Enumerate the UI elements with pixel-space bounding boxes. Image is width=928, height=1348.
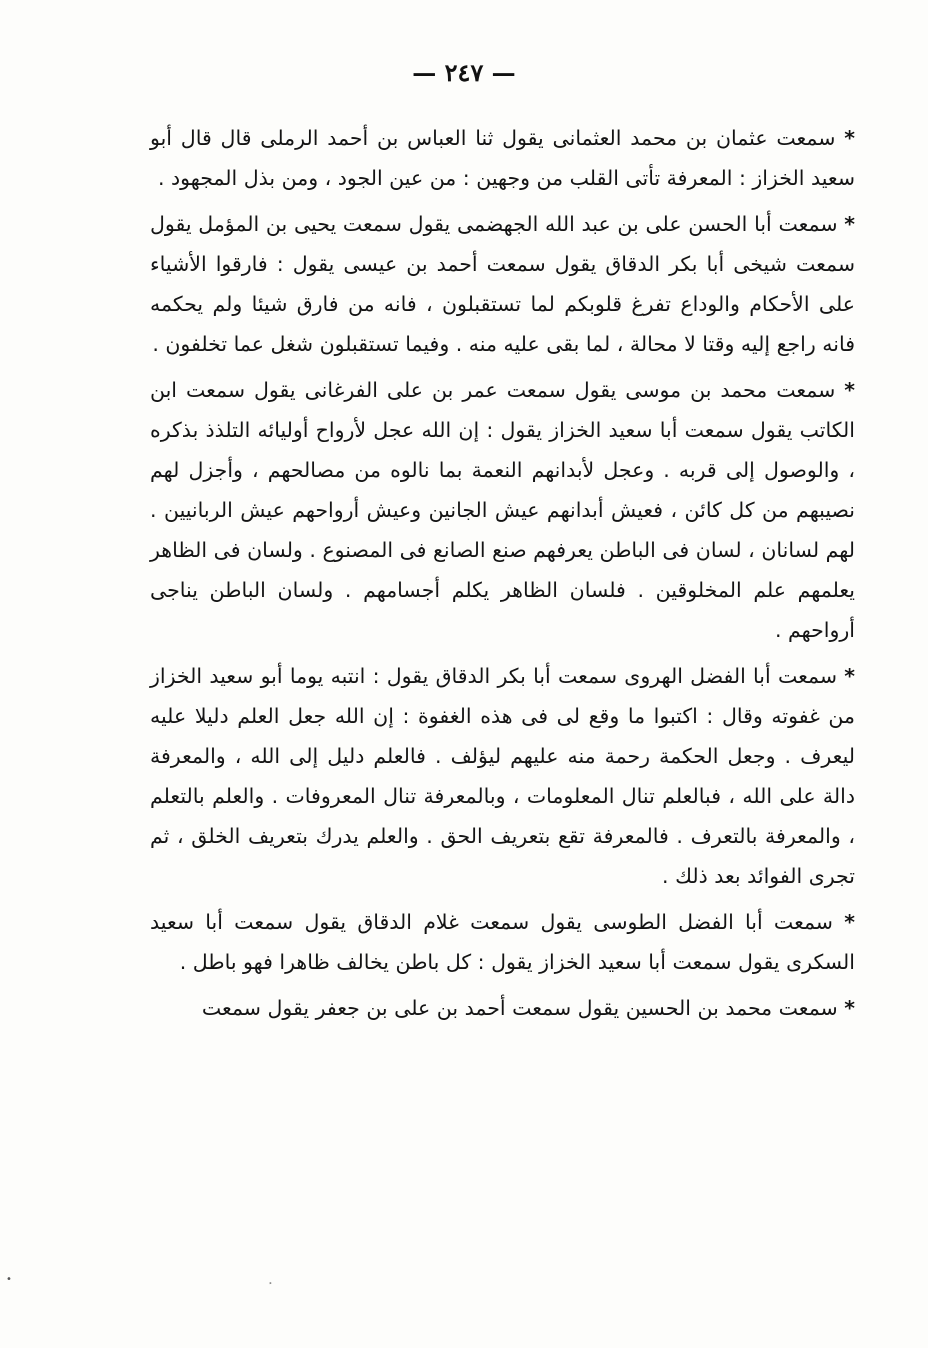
paragraph	[150, 204, 855, 364]
paragraph-text: سمعت محمد بن موسى يقول سمعت عمر بن على الفرغانى يقول سمعت ابن الكاتب يقول سمعت أبا سعيد الخزاز يقول : إن الله عجل لأرواح أوليائه التلذذ بذكره ، والوصول إلى قربه . وعجل لأبدانهم النعمة بما نالوه من مصالحهم ، وأجزل لهم نصيبهم من كل كائن ، فعيش أبدانهم عيش الجانين وعيش أرواحهم عيش الربانيين . لهم لسانان ، لسان فى الباطن يعرفهم صنع الصانع فى المصنوع . ولسان فى الظاهر يعلمهم علم المخلوقين . فلسان الظاهر يكلم أجسامهم . ولسان الباطن يناجى أرواحهم .	[150, 378, 855, 642]
page-number: — ٢٤٧ —	[412, 58, 516, 87]
paragraph-star: *	[844, 212, 855, 236]
paragraph-text: سمعت عثمان بن محمد العثمانى يقول ثنا العباس بن أحمد الرملى قال قال أبو سعيد الخزاز : المعرفة تأتى القلب من وجهين : من عين الجود ، ومن بذل المجهود .	[150, 126, 855, 190]
paragraph	[150, 118, 855, 198]
paragraph-star: *	[844, 910, 855, 934]
paragraph-star: *	[844, 378, 855, 402]
scan-speck: •	[6, 1274, 12, 1285]
paragraph	[150, 902, 855, 982]
paragraph-star: *	[844, 996, 855, 1020]
paragraph-text: سمعت أبا الفضل الهروى سمعت أبا بكر الدقاق يقول : انتبه يوما أبو سعيد الخزاز من غفوته وقال : اكتبوا ما وقع لى فى هذه الغفوة : إن الله جعل العلم دليلا عليه ليعرف . وجعل الحكمة رحمة منه عليهم ليؤلف . فالعلم دليل إلى الله ، والمعرفة دالة على الله ، فبالعلم تنال المعلومات ، وبالمعرفة تنال المعروفات . والعلم بالتعلم ، والمعرفة بالتعرف . فالمعرفة تقع بتعريف الحق . والعلم يدرك بتعريف الخلق ، ثم تجرى الفوائد بعد ذلك .	[150, 664, 855, 888]
paragraph-text: سمعت أبا الفضل الطوسى يقول سمعت غلام الدقاق يقول سمعت أبا سعيد السكرى يقول سمعت أبا سعيد الخزاز يقول : كل باطن يخالف ظاهرا فهو باطل .	[150, 910, 855, 974]
paragraph	[150, 656, 855, 896]
paragraph-text: سمعت أبا الحسن على بن عبد الله الجهضمى يقول سمعت يحيى بن المؤمل يقول سمعت شيخى أبا بكر الدقاق يقول سمعت أحمد بن عيسى يقول : فارقوا الأشياء على الأحكام والوداع تفرغ قلوبكم لما تستقبلون ، فانه من فارق شيئا ولم يحكمه فانه راجع إليه وقتا لا محالة ، لما بقى عليه منه . وفيما تستقبلون شغل عما تخلفون .	[150, 212, 855, 356]
paragraph	[150, 988, 855, 1028]
body-text	[150, 118, 855, 1034]
paragraph	[150, 370, 855, 650]
paragraph-star: *	[844, 664, 855, 688]
paragraph-star: *	[844, 126, 855, 150]
paragraph-text: سمعت محمد بن الحسين يقول سمعت أحمد بن على بن جعفر يقول سمعت	[201, 996, 838, 1020]
